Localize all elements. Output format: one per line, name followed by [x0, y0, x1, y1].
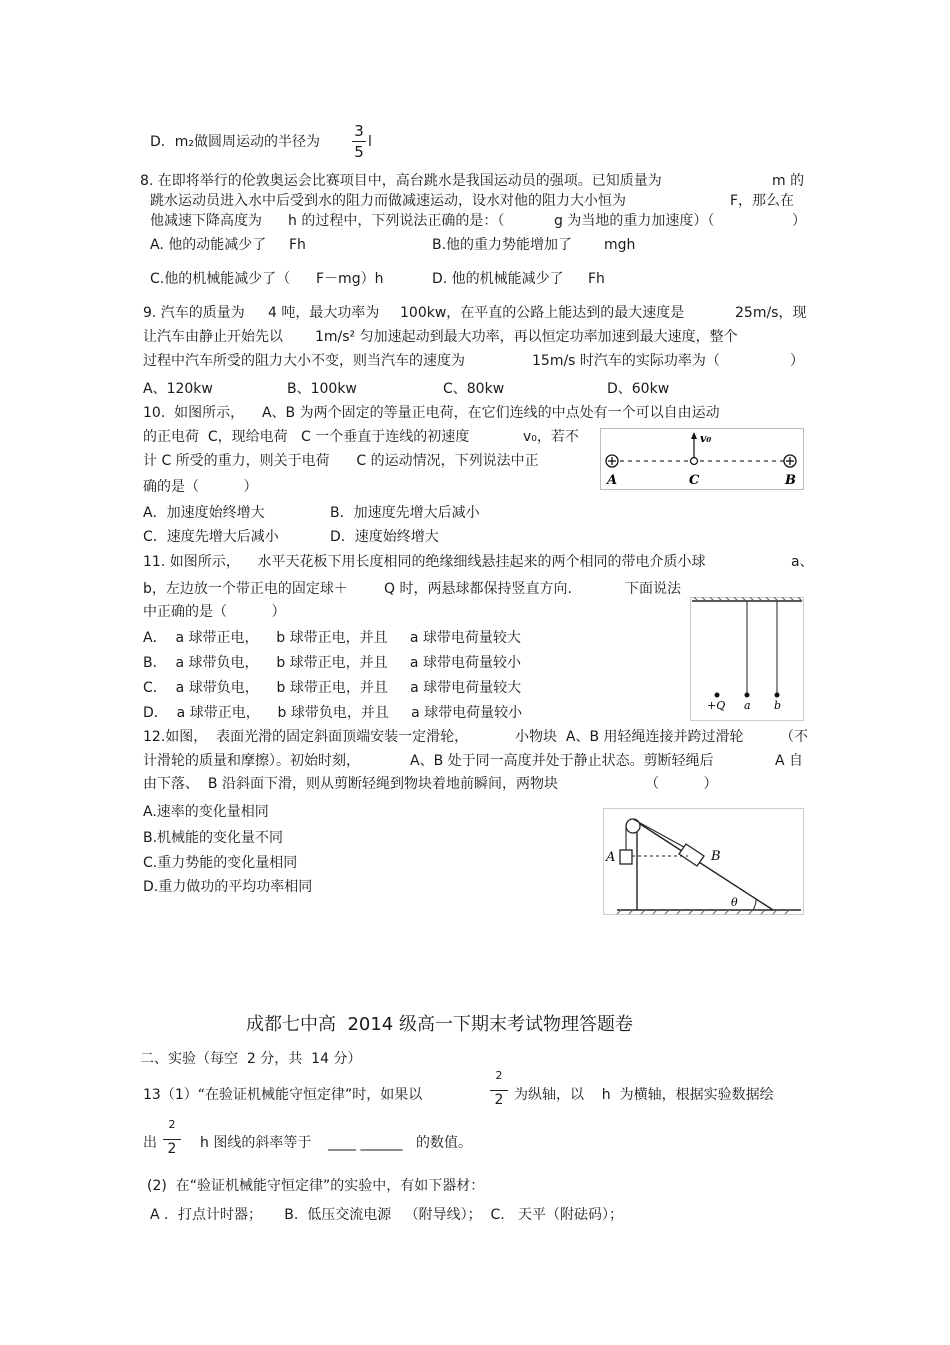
q11-label-a: a	[744, 699, 751, 712]
q13-answer-blank[interactable]: ____ ______	[328, 1135, 403, 1151]
q13-fraction-1-den: 2	[494, 1092, 504, 1108]
ball-a-icon	[745, 693, 750, 698]
q8-option-b-value: mgh	[604, 237, 636, 253]
q10-option-d: D．速度始终增大	[330, 529, 439, 545]
q12-option-b: B.机械能的变化量不同	[143, 830, 284, 846]
q10-line2-end: v₀，若不	[523, 429, 579, 445]
q8-line1: 8. 在即将举行的伦敦奥运会比赛项目中，高台跳水是我国运动员的强项。已知质量为	[140, 173, 662, 189]
q8-line3b: h 的过程中，下列说法正确的是：（	[288, 213, 505, 229]
q12-figure	[603, 808, 805, 916]
q9-line1a: 9. 汽车的质量为	[143, 305, 245, 321]
q13-part1-line1: 13（1）“在验证机械能守恒定律”时，如果以	[143, 1087, 423, 1103]
q9-line3a: 过程中汽车所受的阻力大小不变，则当汽车的速度为	[143, 353, 465, 369]
q10-line4: 确的是（ ）	[143, 479, 258, 495]
q11-option-a: A． a 球带正电， b 球带正电，并且 a 球带电荷量较大	[143, 630, 521, 646]
q8-line3c: g 为当地的重力加速度）（	[554, 213, 715, 229]
q10-label-b: B	[785, 473, 796, 488]
q10-option-a: A．加速度始终增大	[143, 505, 265, 521]
q7-fraction-den: 5	[354, 143, 364, 161]
q11-option-d: D． a 球带正电， b 球带负电，并且 a 球带电荷量较小	[143, 705, 523, 721]
section-2-heading: 二、实验（每空 2 分，共 14 分）	[140, 1051, 362, 1067]
q12-line1b: 小物块 A、B 用轻绳连接并跨过滑轮	[515, 729, 744, 745]
q13-part1-line2-end: 的数值。	[416, 1135, 472, 1151]
q7-fraction	[352, 122, 366, 161]
q11-line1: 11. 如图所示， 水平天花板下用长度相同的绝缘细线悬挂起来的两个相同的带电介质小球	[143, 554, 706, 570]
q8-line2-end: F，那么在	[730, 193, 795, 209]
q13-part2: (2) 在“验证机械能守恒定律”的实验中，有如下器材：	[147, 1178, 485, 1194]
q13-equipment-list: A ．打点计时器； B. 低压交流电源 （附导线）； C. 天平（附砝码）；	[150, 1207, 624, 1223]
q9-line1c: 100kw，在平直的公路上能达到的最大速度是	[400, 305, 685, 321]
q13-fraction-2-den: 2	[167, 1141, 177, 1157]
q13-fraction-2	[163, 1118, 181, 1157]
q12-option-d: D.重力做功的平均功率相同	[143, 879, 313, 895]
charge-c-icon	[691, 458, 698, 465]
q7-tail: l	[368, 134, 372, 150]
q9-line1d: 25m/s，现	[735, 305, 807, 321]
q12-line3b: （ ）	[645, 776, 718, 792]
q10-label-c: C	[689, 473, 700, 488]
q12-line1c: （不	[780, 729, 808, 745]
q7-option-d: D．m₂做圆周运动的半径为	[150, 134, 321, 150]
q11-label-b: b	[774, 699, 782, 712]
q9-line3c: ）	[790, 353, 804, 369]
charge-a-icon	[606, 455, 618, 467]
q13-fraction-1-num: 2	[495, 1069, 503, 1082]
q8-line3d: ）	[792, 213, 806, 229]
q11-figure	[690, 597, 805, 722]
q8-line3a: 他减速下降高度为	[150, 213, 262, 229]
q10-label-a: A	[607, 473, 618, 488]
q12-line2c: A 自	[775, 753, 804, 769]
q12-label-theta: θ	[731, 896, 738, 909]
charge-b-icon	[784, 455, 796, 467]
q8-option-b: B.他的重力势能增加了	[432, 237, 573, 253]
q8-line1-end: m 的	[772, 173, 805, 189]
q11-line2c: 下面说法	[625, 581, 681, 597]
q8-option-d-value: Fh	[588, 271, 605, 287]
ball-b-icon	[775, 693, 780, 698]
q10-line3: 计 C 所受的重力，则关于电荷 C 的运动情况，下列说法中正	[143, 453, 539, 469]
q12-label-a: A	[606, 850, 616, 865]
q11-option-b: B． a 球带负电， b 球带正电，并且 a 球带电荷量较小	[143, 655, 521, 671]
q11-label-q: +Q	[707, 699, 726, 712]
q11-option-c: C． a 球带负电， b 球带正电，并且 a 球带电荷量较大	[143, 680, 522, 696]
charge-q-icon	[715, 693, 720, 698]
q10-option-c: C．速度先增大后减小	[143, 529, 279, 545]
q7-fraction-num: 3	[354, 122, 364, 140]
block-a	[620, 850, 632, 864]
q12-option-a: A.速率的变化量相同	[143, 804, 269, 820]
q12-line2b: A、B 处于同一高度并处于静止状态。剪断轻绳后	[410, 753, 714, 769]
q8-option-a: A. 他的动能减少了	[150, 237, 267, 253]
q8-option-c: C.他的机械能减少了（	[150, 271, 291, 287]
q12-line2a: 计滑轮的质量和摩擦）。初始时刻，	[143, 753, 360, 769]
answer-sheet-title: 成都七中高 2014 级高一下期末考试物理答题卷	[246, 1014, 633, 1035]
q9-option-d: D、60kw	[607, 381, 670, 397]
q11-line3: 中正确的是（ ）	[143, 604, 286, 620]
q10-option-b: B．加速度先增大后减小	[330, 505, 480, 521]
q9-line2a: 让汽车由静止开始先以	[143, 329, 283, 345]
q9-line3b: 15m/s 时汽车的实际功率为（	[532, 353, 720, 369]
q10-figure	[600, 428, 805, 490]
q12-line1a: 12.如图， 表面光滑的固定斜面顶端安装一定滑轮，	[143, 729, 469, 745]
q9-option-b: B、100kw	[287, 381, 357, 397]
q12-line3a: 由下落、 B 沿斜面下滑，则从剪断轻绳到物块着地前瞬间，两物块	[143, 776, 558, 792]
q8-line2: 跳水运动员进入水中后受到水的阻力而做减速运动，设水对他的阻力大小恒为	[150, 193, 626, 209]
q8-option-a-value: Fh	[289, 237, 306, 253]
q11-line2a: b，左边放一个带正电的固定球＋	[143, 581, 348, 597]
q10-label-v0: v₀	[700, 432, 712, 445]
q13-part1-line1-end: 为纵轴，以 h 为横轴，根据实验数据绘	[514, 1087, 774, 1103]
q9-line1b: 4 吨，最大功率为	[268, 305, 380, 321]
q13-part1-line2: 出	[143, 1135, 157, 1151]
q12-label-b: B	[711, 849, 721, 864]
q9-option-a: A、120kw	[143, 381, 213, 397]
q8-option-c-value: F－mg）h	[316, 271, 384, 287]
q13-part1-line2-mid: h 图线的斜率等于	[200, 1135, 312, 1151]
q10-line1: 10. 如图所示， A、B 为两个固定的等量正电荷，在它们连线的中点处有一个可以自由运动	[143, 405, 720, 421]
q11-line1-end: a、	[791, 554, 814, 570]
q13-fraction-1	[490, 1069, 508, 1108]
q9-line2b: 1m/s² 匀加速起动到最大功率，再以恒定功率加速到最大速度，整个	[315, 329, 738, 345]
q12-option-c: C.重力势能的变化量相同	[143, 855, 298, 871]
q13-fraction-2-num: 2	[168, 1118, 176, 1131]
q11-line2b: Q 时，两悬球都保持竖直方向.	[384, 581, 572, 597]
q8-option-d: D. 他的机械能减少了	[432, 271, 564, 287]
q10-line2: 的正电荷 C，现给电荷 C 一个垂直于连线的初速度	[143, 429, 470, 445]
q9-option-c: C、80kw	[443, 381, 505, 397]
